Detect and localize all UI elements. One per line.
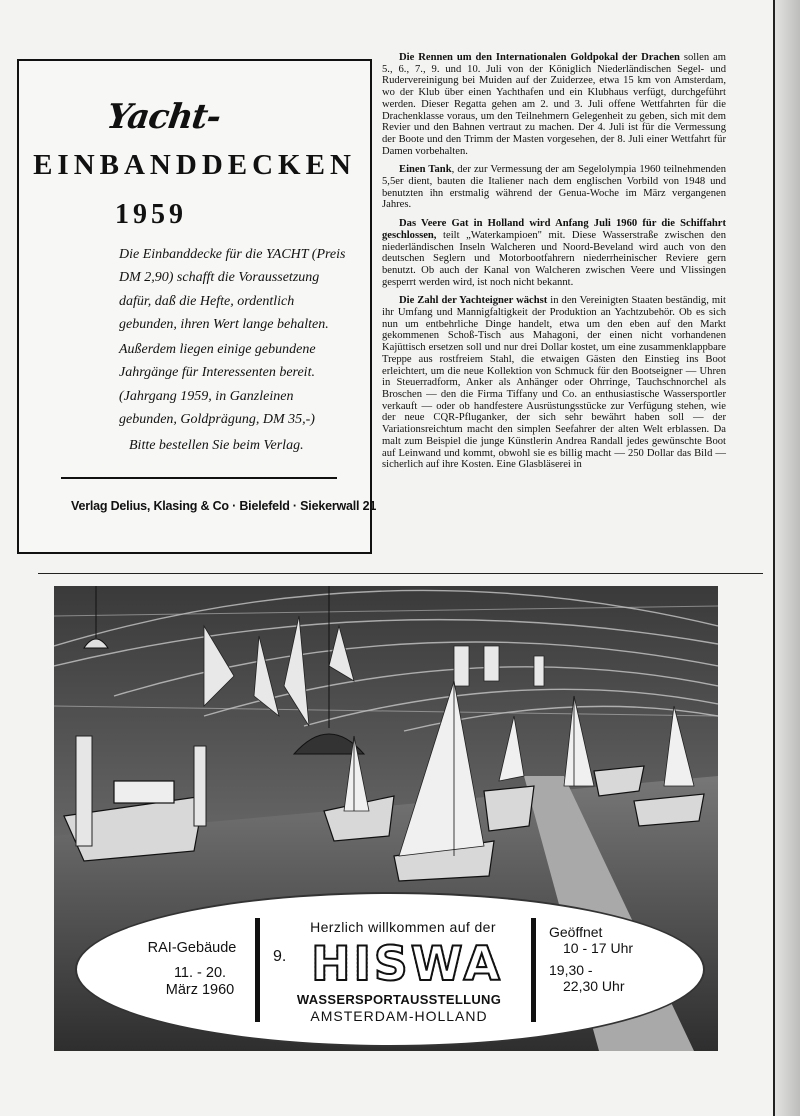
edition-number: 9. <box>273 948 287 965</box>
article-lead-2: Einen Tank <box>399 164 452 176</box>
article-lead-3: Das Veere Gat in Holland wird Anfang Juli 1960 für die Schiffahrt geschlossen, <box>382 218 726 241</box>
exhibition-city: AMSTERDAM-HOLLAND <box>310 1008 488 1024</box>
opening-hours-2b: 22,30 Uhr <box>563 978 625 994</box>
article-text-2: , der zur Vermessung der am Segelolympia 1960 teilnehmenden 5,5er dient, bauten die Italiener nach dem englischen Vorbild von 1948 und benutzten ihn erstmalig während der Genua-Woche im März vergangenen Jahres. <box>382 164 727 211</box>
article-text-1: sollen am 5., 6., 7., 9. und 10. Juli von der Königlich Niederländischen Segel- und Rudervereinigung bei Muiden auf der Zuiderzee, etwa 15 km von Amsterdam, wo der Klub über einen Yachthafen und ein Klubhaus verfügt, durchgeführt werden. Dieser Regatta gehen am 2. und 3. Juli offene Wettfahrten für die Drachenklasse voraus, um den Teilnehmern Gelegenheit zu geben, sich mit dem Revier und den Bahnen vertraut zu machen. Der 4. Juli ist für die Vermessung der Boote und den Trimm der Masten vorgesehen, der 8. Juli einer Wettfahrt für Damen vorbehalten. <box>382 52 727 157</box>
hiswa-logo-text: HISWA <box>292 938 522 992</box>
article-paragraph-3 <box>382 218 726 288</box>
page-edge-line <box>773 0 775 1116</box>
welcome-text: Herzlich willkommen auf der <box>310 919 496 935</box>
ad-paragraph-1: Die Einbanddecke für die YACHT (Preis DM 2,90) schafft die Voraussetzung dafür, daß die Hefte, ordentlich gebunden, ihren Wert lange behalten. <box>119 247 346 332</box>
ad-paragraph-3: Bitte bestellen Sie beim Verlag. <box>129 438 304 453</box>
ad-year: 1959 <box>115 199 187 230</box>
ad-rule <box>61 477 337 479</box>
ad-publisher-footer: Verlag Delius, Klasing & Co · Bielefeld · Siekerwall 21 <box>71 499 377 513</box>
article-text-3: teilt „Waterkampioen" mit. Diese Wasserstraße zwischen den niederländischen Inseln Walcheren und Noord-Beveland wird auch von den deutschen Seglern und Motorbootfahrern niederrheinischer Reviere gern benutzt. Ob auch der Kanal von Walcheren zwischen Veere und Vlissingen gesperrt werden wird, ist noch nicht bekannt. <box>382 229 726 288</box>
ad-headline: EINBANDDECKEN <box>33 149 356 181</box>
article-paragraph-1 <box>382 52 726 157</box>
einbanddecken-ad <box>17 59 377 554</box>
article-lead-1: Die Rennen um den Internationalen Goldpokal der Drachen <box>399 52 680 63</box>
news-column <box>382 52 726 478</box>
page-edge <box>774 0 800 1116</box>
opening-hours-1: 10 - 17 Uhr <box>563 940 634 956</box>
exhibition-subtitle: WASSERSPORTAUSSTELLUNG <box>296 992 502 1007</box>
section-divider <box>38 573 763 574</box>
article-paragraph-4 <box>382 295 726 471</box>
yacht-logo: Yacht- <box>104 97 223 137</box>
ad-paragraph-2: Außerdem liegen einige gebundene Jahrgänge für Interessenten bereit. (Jahrgang 1959, in Ganzleinen gebunden, Goldprägung, DM 35,-) <box>119 342 316 427</box>
venue-label: RAI-Gebäude <box>147 940 237 956</box>
article-paragraph-2 <box>382 164 726 211</box>
dates-line-1: 11. - 20. <box>173 965 227 981</box>
hiswa-banner <box>65 892 715 1047</box>
banner-bar-left <box>255 918 260 1022</box>
dates-line-2: März 1960 <box>165 982 235 998</box>
article-lead-4: Die Zahl der Yachteigner wächst <box>399 295 548 307</box>
opening-label: Geöffnet <box>549 924 603 940</box>
article-text-4: in den Vereinigten Staaten beständig, mit ihr Umfang und Mannigfaltigkeit der Produktion an Yachtzubehör. Ob es sich nun um entbehrliche Dinge handelt, etwa um den eben auf den Markt gekommenen Schoß-Tisch aus Mahagoni, der einen nicht vorhandenen Kajüttisch ersetzen soll und nur drei Dollar kostet, um eine zusammenklappbare Treppe aus rostfreiem Stahl, die etwaigen Gästen den Einstieg ins Boot erleichtert, um die neue Kollektion von Schmuck für den Bootseigner — Uhren in Steuerradform, Anker als Anhänger oder Ohrringe, Tauchschnorchel als Broschen — den die Firma Tiffany und Co. an enthusiastische Wassersportler verkauft — oder ob handfestere Ausrüstungsstücke zur Verfügung stehen, wie der neue CQR-Pfluganker, der sich sehr bewährt haben soll — der Variationsreichtum macht den simplen Seefahrer der alten Welt erblassen. Da malt zum Beispiel die junge Künstlerin Andrea Randall jedes gewünschte Boot auf Leinwand und kommt, obwohl sie es billig macht — 250 Dollar das Bild — sicherlich auf ihre Kosten. Eine Glasbläserei in <box>382 295 726 471</box>
opening-hours-2a: 19,30 - <box>549 962 593 978</box>
